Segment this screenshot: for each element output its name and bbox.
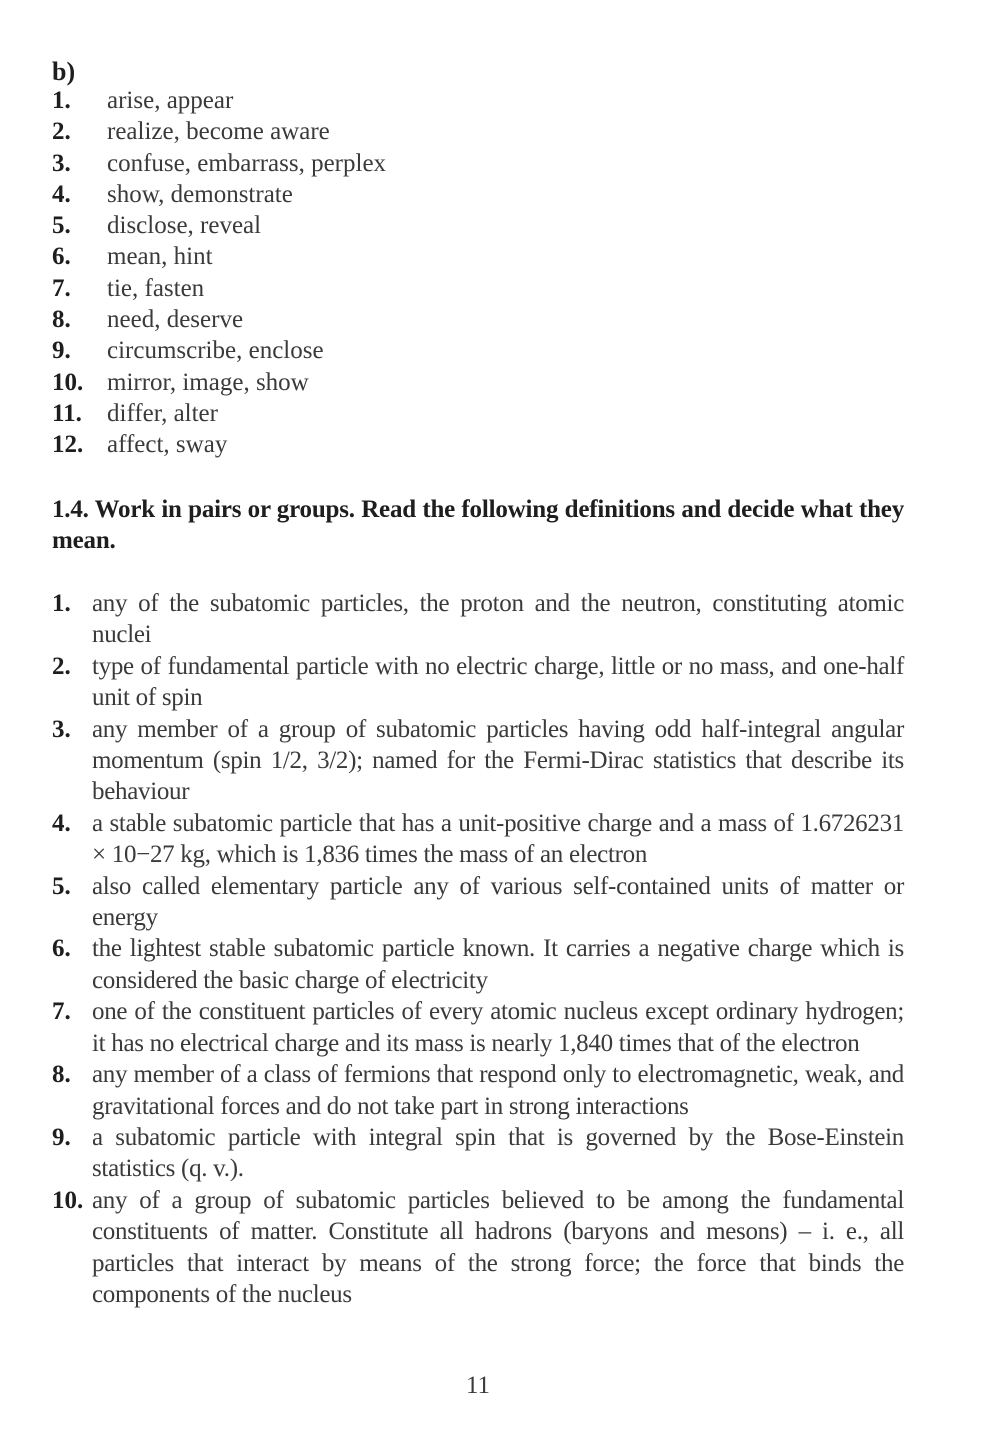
list-item [52,398,386,429]
item-number: 11. [52,399,82,427]
item-number: 9. [52,337,71,365]
definition-text: also called elementary particle any of various self-contained units of matter or energy [92,872,904,932]
definition-number: 7. [52,998,71,1026]
item-number: 7. [52,274,71,302]
list-item [52,116,386,147]
definition-text: a stable subatomic particle that has a unit-positive charge and a mass of 1.6726231 × 10−27 kg, which is 1,836 times the mass of an electron [92,809,904,869]
definition-item [52,714,904,808]
item-text: arise, appear [107,87,234,114]
definition-item [52,1122,904,1185]
definition-text: type of fundamental particle with no electric charge, little or no mass, and one-half unit of spin [92,652,904,712]
list-item [52,273,386,304]
item-text: differ, alter [107,399,218,427]
item-number: 2. [52,118,71,146]
synonym-list [52,85,386,461]
definition-text: any member of a group of subatomic particles having odd half-integral angular momentum (spin 1/2, 3/2); named for the Fermi-Dirac statistics that describe its behaviour [92,715,904,806]
definition-number: 2. [52,652,71,680]
definition-list [52,588,904,1310]
definition-item [52,996,904,1059]
definition-text: a subatomic particle with integral spin that is governed by the Bose-Einstein statistics (q. v.). [92,1123,904,1183]
item-text: need, deserve [107,306,244,334]
definition-item [52,1059,904,1122]
definition-text: any of the subatomic particles, the proton and the neutron, constituting atomic nuclei [92,590,904,649]
item-number: 8. [52,306,71,334]
list-item [52,210,386,241]
item-text: tie, fasten [107,274,205,302]
item-number: 3. [52,149,71,177]
list-item [52,335,386,366]
item-text: mirror, image, show [107,368,309,396]
definition-text: any of a group of subatomic particles believed to be among the fundamental constituents of matter. Constitute all hadrons (baryons and mesons) – i. e., all particles that interact by means of the strong force; the force that binds the components of the nucleus [92,1186,904,1308]
list-item [52,429,386,460]
list-item [52,241,386,272]
definition-text: the lightest stable subatomic particle known. It carries a negative charge which is considered the basic charge of electricity [92,935,904,994]
definition-item [52,871,904,934]
list-item [52,304,386,335]
item-number: 4. [52,180,71,208]
definition-number: 8. [52,1061,71,1089]
item-number: 5. [52,212,71,240]
item-text: mean, hint [107,243,213,271]
definition-text: one of the constituent particles of every atomic nucleus except ordinary hydrogen; it has no electrical charge and its mass is nearly 1,840 times that of the electron [92,998,904,1057]
list-item [52,179,386,210]
item-text: realize, become aware [107,118,330,146]
definition-number: 3. [52,715,71,743]
definition-item [52,651,904,714]
list-item [52,85,386,116]
page-number: 11 [465,1372,491,1399]
list-item [52,367,386,398]
list-item [52,148,386,179]
definition-item [52,808,904,871]
definition-number: 4. [52,809,71,837]
item-text: show, demonstrate [107,180,293,208]
exercise-heading: 1.4. Work in pairs or groups. Read the following definitions and decide what they mean. [52,496,904,554]
definition-number: 1. [52,590,71,617]
item-number: 12. [52,431,84,459]
definition-number: 9. [52,1123,71,1151]
item-number: 6. [52,243,71,271]
definition-item [52,588,904,651]
item-text: affect, sway [107,431,228,459]
item-text: disclose, reveal [107,212,262,240]
definition-item [52,933,904,996]
section-label: b) [52,57,76,86]
item-number: 1. [52,87,71,114]
item-text: confuse, embarrass, perplex [107,149,387,177]
definition-number: 10. [52,1186,84,1214]
definition-number: 5. [52,872,71,900]
definition-item [52,1185,904,1311]
definition-number: 6. [52,935,71,963]
item-number: 10. [52,368,84,396]
definition-text: any member of a class of fermions that respond only to electromagnetic, weak, and gravitational forces and do not take part in strong interactions [92,1061,904,1120]
item-text: circumscribe, enclose [107,337,324,365]
